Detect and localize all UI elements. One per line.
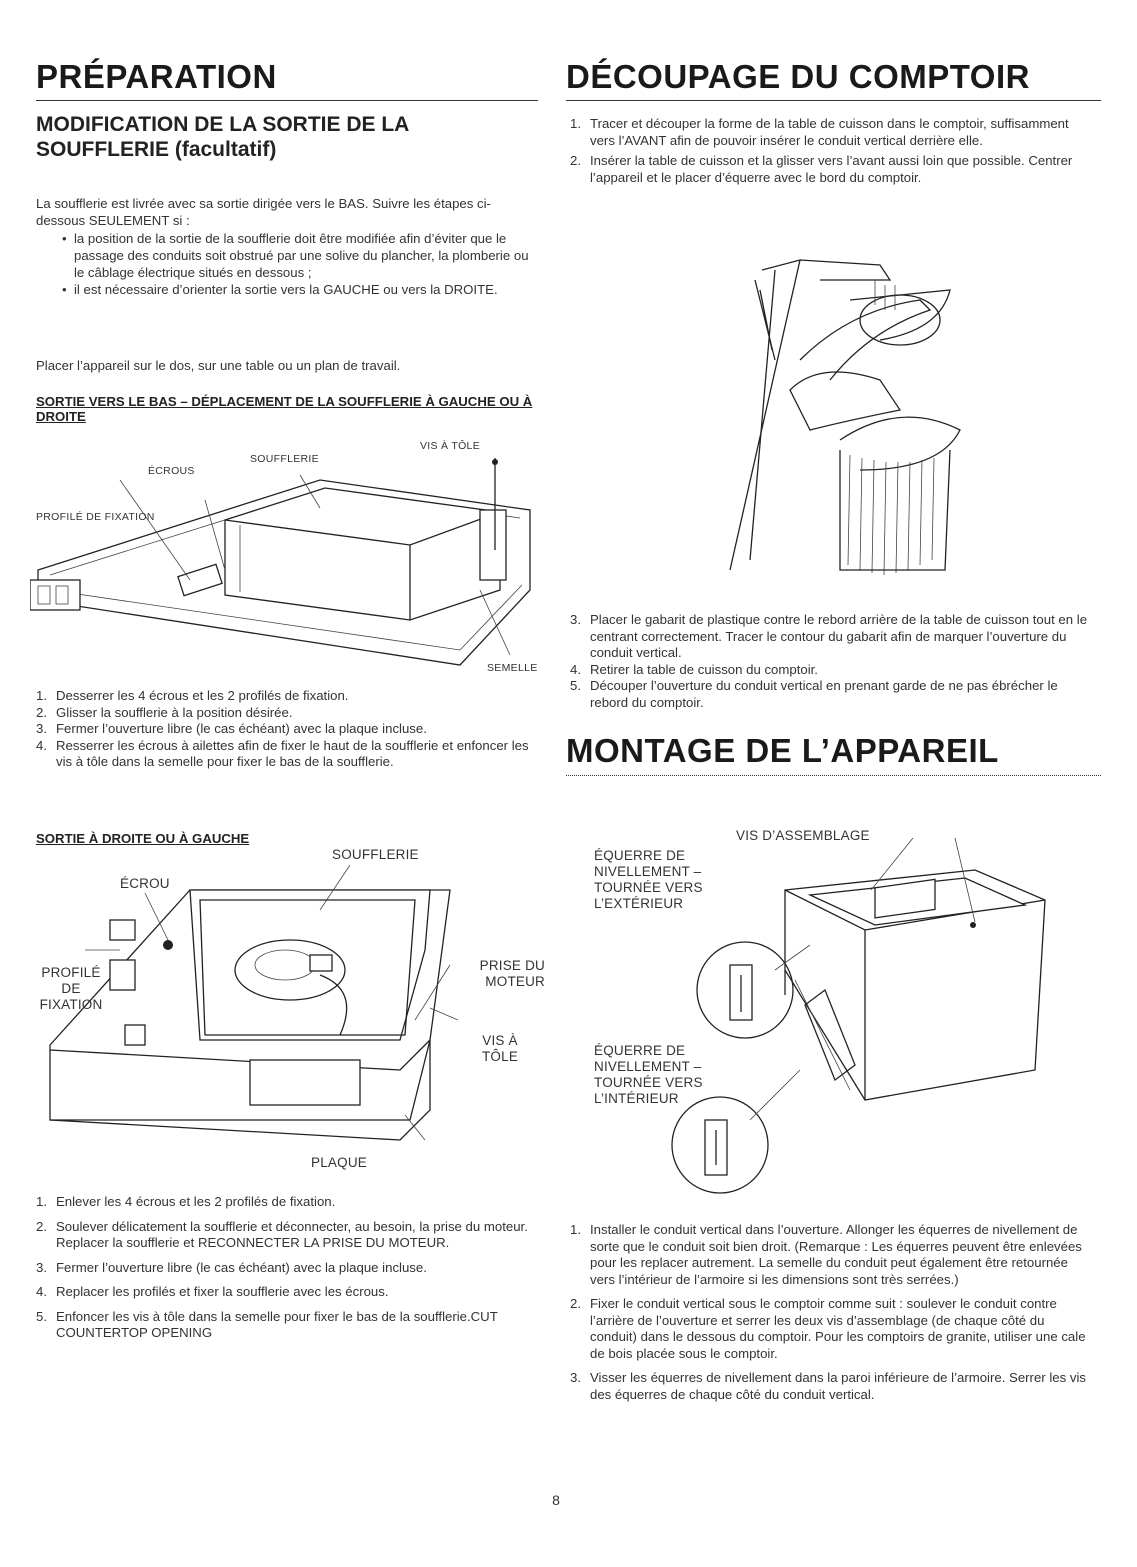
list-item: 3. Placer le gabarit de plastique contre le rebord arrière de la table de cuisson tout en le centrant correctement. Tracer le contour du gabarit afin de marquer l’ouverture du conduit vertical. [570,612,1088,660]
steps-list-down [36,688,536,771]
blower-slide-diagram [30,440,540,680]
countertop-tracing-illustration [700,240,970,585]
label-vis-tole-2: VIS À TÔLE [481,1033,519,1064]
list-item: 1. Tracer et découper la forme de la table de cuisson dans le comptoir, suffisamment vers l’AVANT afin de pouvoir insérer le conduit vertical derrière elle. [570,116,1069,148]
label-vis-tole: VIS À TÔLE [420,440,480,452]
list-item: 5. Découper l’ouverture du conduit vertical en prenant garde de ne pas ébrécher le rebord du comptoir. [570,678,1058,710]
list-item: 2. Fixer le conduit vertical sous le comptoir comme suit : soulever le conduit contre l’arrière de l’ouverture et serrer les deux vis d’assemblage (de chaque côté du conduit) dans le dessous du comptoir. Pour les comptoirs de granite, utiliser une cale de bois placée sous le comptoir. [570,1296,1086,1361]
label-vis-assemblage: VIS D’ASSEMBLAGE [736,828,870,843]
steps-list-template [570,612,1090,711]
page-title-preparation: PRÉPARATION [36,58,277,95]
label-prise-moteur: PRISE DU MOTEUR [479,958,545,989]
section-heading-down: SORTIE VERS LE BAS – DÉPLACEMENT DE LA SOUFFLERIE À GAUCHE OU À DROITE [36,394,533,424]
page-number: 8 [552,1492,560,1508]
title-underline [566,100,1101,101]
steps-list-side [36,1194,536,1342]
section-subtitle: MODIFICATION DE LA SORTIE DE LA SOUFFLERIE (facultatif) [36,113,409,161]
label-profile-fixation: PROFILÉ DE FIXATION [36,511,155,523]
steps-list-cutout [570,116,1090,186]
list-item: 5. Enfoncer les vis à tôle dans la semelle pour fixer le bas de la soufflerie.CUT COUNTERTOP OPENING [36,1308,498,1340]
intro-paragraph: La soufflerie est livrée avec sa sortie dirigée vers le BAS. Suivre les étapes ci-dessous SEULEMENT si : [36,196,491,228]
label-profile-fixation-2: PROFILÉ DE FIXATION [39,965,103,1012]
label-soufflerie: SOUFFLERIE [250,453,319,465]
list-item: 2. Soulever délicatement la soufflerie et déconnecter, au besoin, la prise du moteur. Replacer la soufflerie et RECONNECTER LA PRISE DU MOTEUR. [36,1218,528,1250]
list-item: • il est nécessaire d’orienter la sortie vers la GAUCHE ou vers la DROITE. [62,281,536,298]
page-title-montage: MONTAGE DE L’APPAREIL [566,732,999,769]
list-item: 4. Replacer les profilés et fixer la soufflerie avec les écrous. [36,1284,389,1299]
list-item: 2. Insérer la table de cuisson et la glisser vers l’avant aussi loin que possible. Centrer l’appareil et le placer d’équerre avec le bord du comptoir. [570,153,1073,185]
list-item: 1. Enlever les 4 écrous et les 2 profilés de fixation. [36,1194,336,1209]
title-underline [36,100,538,101]
label-plaque: PLAQUE [311,1155,367,1170]
label-equerre-exterieur: ÉQUERRE DE NIVELLEMENT – TOURNÉE VERS L’EXTÉRIEUR [594,848,703,911]
list-item: 3. Visser les équerres de nivellement dans la paroi inférieure de l’armoire. Serrer les vis des équerres de chaque côté du conduit vertical. [570,1370,1086,1402]
list-item: 1. Installer le conduit vertical dans l’ouverture. Allonger les équerres de nivellement de sorte que le conduit soit bien droit. (Remarque : Les équerres peuvent être enlevées pour les replacer autrement. La semelle du conduit peut également être retournée vers l’intérieur de l’armoire si les dimensions sont très serrées.) [570,1222,1082,1287]
list-item: 1. Desserrer les 4 écrous et les 2 profilés de fixation. [36,688,349,703]
place-paragraph: Placer l’appareil sur le dos, sur une table ou un plan de travail. [36,358,401,373]
list-item: 2. Glisser la soufflerie à la position désirée. [36,704,293,720]
label-ecrous: ÉCROUS [148,465,195,477]
label-ecrou: ÉCROU [120,876,170,891]
title-underline [566,775,1101,776]
list-item: 4. Resserrer les écrous à ailettes afin de fixer le haut de la soufflerie et enfoncer les vis à tôle dans la semelle pour fixer le bas de la soufflerie. [36,737,529,769]
list-item: 4. Retirer la table de cuisson du comptoir. [570,661,818,677]
section-heading-side: SORTIE À DROITE OU À GAUCHE [36,831,250,846]
label-semelle: SEMELLE [487,662,538,674]
label-equerre-interieur: ÉQUERRE DE NIVELLEMENT – TOURNÉE VERS L’INTÉRIEUR [594,1043,703,1106]
label-soufflerie-2: SOUFFLERIE [332,847,419,862]
list-item: • la position de la sortie de la soufflerie doit être modifiée afin d’éviter que le passage des conduits soit obstrué par une solive du plancher, la plomberie ou le câblage électrique situés en dessous ; [62,230,536,281]
blower-side-diagram [30,860,540,1160]
list-item: 3. Fermer l’ouverture libre (le cas échéant) avec la plaque incluse. [36,721,427,736]
steps-list-mount [570,1222,1090,1403]
condition-list [62,230,536,298]
list-item: 3. Fermer l’ouverture libre (le cas échéant) avec la plaque incluse. [36,1259,427,1275]
page-title-decoupage: DÉCOUPAGE DU COMPTOIR [566,58,1030,95]
